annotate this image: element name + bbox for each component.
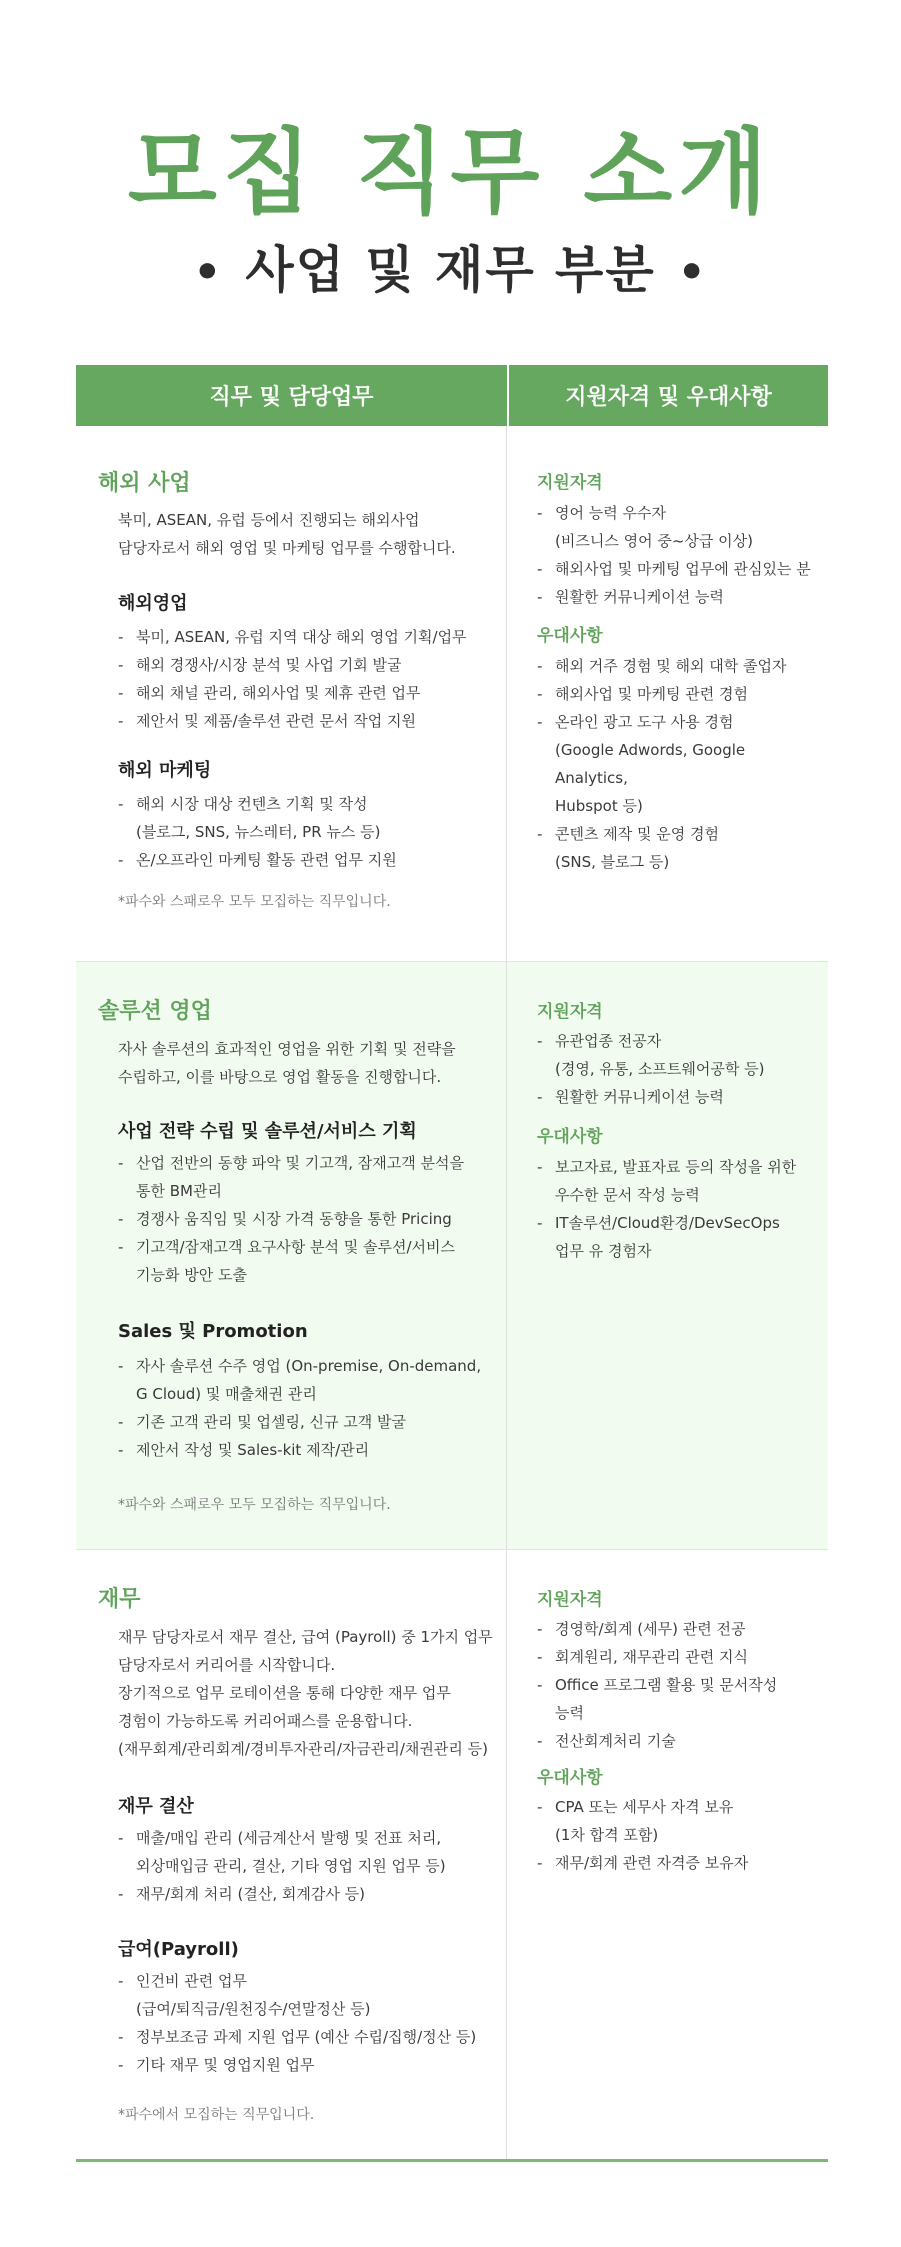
list-item: - 정부보조금 과제 지원 업무 (예산 수립/집행/정산 등) (118, 2023, 508, 2051)
pref-list (537, 652, 822, 876)
list-item: - 산업 전반의 동향 파악 및 기고객, 잠재고객 분석을 통한 BM관리 (118, 1149, 508, 1205)
list-item: - 원활한 커뮤니케이션 능력 (537, 583, 822, 611)
group-list (98, 1149, 508, 1289)
intro-line: 재무 담당자로서 재무 결산, 급여 (Payroll) 중 1가지 업무 (118, 1628, 493, 1646)
list-item: - 해외 시장 대상 컨텐츠 기획 및 작성 (블로그, SNS, 뉴스레터, PR 뉴스 등) (118, 790, 508, 846)
list-item: - 콘텐츠 제작 및 운영 경험 (SNS, 블로그 등) (537, 820, 822, 876)
list-item: - 재무/회계 관련 자격증 보유자 (537, 1849, 822, 1877)
group-head: Sales 및 Promotion (118, 1321, 308, 1342)
note: *파수와 스패로우 모두 모집하는 직무입니다. (118, 894, 391, 910)
list-item: - 기존 고객 관리 및 업셀링, 신규 고객 발굴 (118, 1408, 508, 1436)
job-table (76, 365, 828, 2160)
list-item: - IT솔루션/Cloud환경/DevSecOps 업무 유 경험자 (537, 1209, 822, 1265)
list-item: - 회계원리, 재무관리 관련 지식 (537, 1643, 822, 1671)
list-item: - 경쟁사 움직임 및 시장 가격 동향을 통한 Pricing (118, 1205, 508, 1233)
req-head: 지원자격 (537, 473, 603, 493)
list-item: - 인건비 관련 업무 (급여/퇴직금/원천징수/연말정산 등) (118, 1967, 508, 2023)
intro-line: (재무회계/관리회계/경비투자관리/자금관리/채권관리 등) (118, 1740, 488, 1758)
section-intro (98, 506, 456, 562)
group-list (98, 790, 508, 874)
req-list (537, 499, 822, 611)
group-head: 해외영업 (118, 593, 188, 614)
group-list (98, 623, 508, 735)
group-list (98, 1967, 508, 2079)
qualification-cell (507, 1550, 828, 2160)
list-item: - 재무/회계 처리 (결산, 회계감사 등) (118, 1880, 508, 1908)
list-item: - 보고자료, 발표자료 등의 작성을 위한 우수한 문서 작성 능력 (537, 1153, 822, 1209)
qualification-cell (507, 426, 828, 961)
intro-line: 수립하고, 이를 바탕으로 영업 활동을 진행합니다. (118, 1068, 442, 1086)
note: *파수와 스패로우 모두 모집하는 직무입니다. (118, 1497, 391, 1513)
bullet-left: • (193, 247, 224, 298)
list-item: - 전산회계처리 기술 (537, 1727, 822, 1755)
list-item: - 기타 재무 및 영업지원 업무 (118, 2051, 508, 2079)
group-list (98, 1352, 508, 1464)
group-list (98, 1824, 508, 1908)
list-item: - 자사 솔루션 수주 영업 (On-premise, On-demand, G Cloud) 및 매출채권 관리 (118, 1352, 508, 1408)
list-item: - 제안서 작성 및 Sales-kit 제작/관리 (118, 1436, 508, 1464)
list-item: - 온라인 광고 도구 사용 경험 (Google Adwords, Google Analytics, Hubspot 등) (537, 708, 822, 820)
section-intro (98, 1623, 493, 1763)
req-head: 지원자격 (537, 1590, 603, 1610)
section-title: 해외 사업 (98, 471, 191, 496)
duties-cell (76, 426, 507, 961)
duties-cell (76, 962, 507, 1549)
sub-title (0, 240, 901, 303)
col-header-qualifications: 지원자격 및 우대사항 (509, 365, 828, 426)
pref-head: 우대사항 (537, 1768, 603, 1788)
intro-line: 장기적으로 업무 로테이션을 통해 다양한 재무 업무 (118, 1684, 451, 1702)
list-item: - 유관업종 전공자 (경영, 유통, 소프트웨어공학 등) (537, 1027, 822, 1083)
section-solution-sales (76, 962, 828, 1550)
main-title: 모집 직무 소개 (127, 119, 774, 226)
section-overseas (76, 426, 828, 962)
intro-line: 북미, ASEAN, 유럽 등에서 진행되는 해외사업 (118, 511, 420, 529)
list-item: - 기고객/잠재고객 요구사항 분석 및 솔루션/서비스 기능화 방안 도출 (118, 1233, 508, 1289)
list-item: - 매출/매입 관리 (세금계산서 발행 및 전표 처리, 외상매입금 관리, 결산, 기타 영업 지원 업무 등) (118, 1824, 508, 1880)
intro-line: 경험이 가능하도록 커리어패스를 운용합니다. (118, 1712, 413, 1730)
group-head: 급여(Payroll) (118, 1939, 239, 1960)
req-list (537, 1615, 822, 1755)
intro-line: 자사 솔루션의 효과적인 영업을 위한 기획 및 전략을 (118, 1040, 456, 1058)
group-head: 사업 전략 수립 및 솔루션/서비스 기획 (118, 1121, 417, 1142)
duties-cell (76, 1550, 507, 2160)
pref-list (537, 1153, 822, 1265)
list-item: - 온/오프라인 마케팅 활동 관련 업무 지원 (118, 846, 508, 874)
intro-line: 담당자로서 커리어를 시작합니다. (118, 1656, 336, 1674)
section-title: 솔루션 영업 (98, 999, 212, 1024)
section-title: 재무 (98, 1587, 141, 1612)
col-header-duties: 직무 및 담당업무 (76, 365, 507, 426)
pref-list (537, 1793, 822, 1877)
pref-head: 우대사항 (537, 626, 603, 646)
bottom-divider (76, 2159, 828, 2162)
list-item: - 해외 채널 관리, 해외사업 및 제휴 관련 업무 (118, 679, 508, 707)
list-item: - CPA 또는 세무사 자격 보유 (1차 합격 포함) (537, 1793, 822, 1849)
list-item: - 영어 능력 우수자 (비즈니스 영어 중~상급 이상) (537, 499, 822, 555)
list-item: - 제안서 및 제품/솔루션 관련 문서 작업 지원 (118, 707, 508, 735)
list-item: - 경영학/회계 (세무) 관련 전공 (537, 1615, 822, 1643)
section-intro (98, 1035, 456, 1091)
pref-head: 우대사항 (537, 1127, 603, 1147)
table-header (76, 365, 828, 426)
list-item: - 해외사업 및 마케팅 업무에 관심있는 분 (537, 555, 822, 583)
list-item: - Office 프로그램 활용 및 문서작성 능력 (537, 1671, 822, 1727)
list-item: - 원활한 커뮤니케이션 능력 (537, 1083, 822, 1111)
bullet-right: • (677, 247, 708, 298)
section-finance (76, 1550, 828, 2160)
list-item: - 해외사업 및 마케팅 관련 경험 (537, 680, 822, 708)
req-list (537, 1027, 822, 1111)
sub-title-text: 사업 및 재무 부분 (245, 241, 656, 299)
group-head: 재무 결산 (118, 1796, 194, 1817)
group-head: 해외 마케팅 (118, 760, 212, 781)
req-head: 지원자격 (537, 1002, 603, 1022)
qualification-cell (507, 962, 828, 1549)
note: *파수에서 모집하는 직무입니다. (118, 2107, 315, 2123)
list-item: - 해외 경쟁사/시장 분석 및 사업 기회 발굴 (118, 651, 508, 679)
list-item: - 북미, ASEAN, 유럽 지역 대상 해외 영업 기획/업무 (118, 623, 508, 651)
list-item: - 해외 거주 경험 및 해외 대학 졸업자 (537, 652, 822, 680)
intro-line: 담당자로서 해외 영업 및 마케팅 업무를 수행합니다. (118, 539, 456, 557)
